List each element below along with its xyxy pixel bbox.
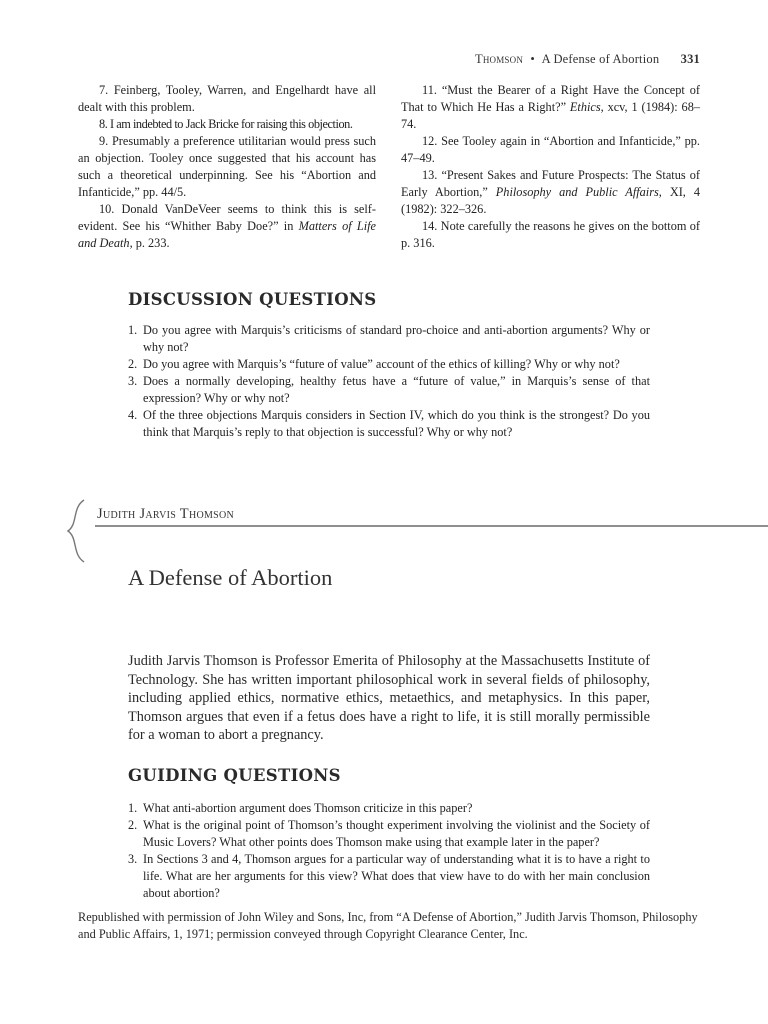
- divider-rule: [95, 525, 768, 527]
- running-head-title: A Defense of Abortion: [541, 52, 660, 66]
- running-head-bullet: •: [530, 52, 535, 66]
- question-text: What is the original point of Thomson’s thought experiment involving the violinist and the Society of Music Lovers? What other points does Thomson make using that example later in the paper?: [143, 818, 650, 849]
- question-text: Do you agree with Marquis’s criticisms of standard pro-choice and anti-abortion arguments? Why or why not?: [143, 323, 650, 354]
- page-number: 331: [680, 52, 700, 66]
- endnote-13: [401, 167, 700, 218]
- discussion-questions-list: [128, 322, 650, 441]
- endnote-11: [401, 82, 700, 133]
- question-number: 3.: [128, 374, 138, 388]
- author-introduction: Judith Jarvis Thomson is Professor Emerita of Philosophy at the Massachusetts Institute of Technology. She has written important philosophical work in several fields of philosophy, including applied ethics, normative ethics, metaethics, and metaphysics. In this paper, Thomson argues that even if a fetus does have a right to life, it is still morally permissible for a woman to abort a pregnancy.: [128, 653, 650, 744]
- list-item: [128, 356, 650, 373]
- permission-credit: Republished with permission of John Wiley and Sons, Inc, from “A Defense of Abortion,” Judith Jarvis Thomson, Philosophy and Public Affairs, 1, 1971; permission conveyed through Copyright Clearance Center, Inc.: [78, 910, 698, 941]
- question-number: 2.: [128, 818, 138, 832]
- decorative-brace-icon: [62, 498, 92, 564]
- question-number: 3.: [128, 852, 138, 866]
- question-number: 1.: [128, 801, 138, 815]
- discussion-questions-heading: DISCUSSION QUESTIONS: [128, 290, 377, 309]
- endnote-14: 14. Note carefully the reasons he gives on the bottom of p. 316.: [401, 219, 700, 250]
- question-text: In Sections 3 and 4, Thomson argues for a particular way of understanding what it is to have a right to life. What are her arguments for this view? What does that view have to do with her main conclusion about abortion?: [143, 852, 650, 900]
- endnote-10-end: p. 233.: [132, 236, 170, 250]
- endnotes-right-column: [401, 82, 700, 252]
- endnote-13-text: 13. “Present Sakes and Future Prospects: The Status of Early Abortion,”: [401, 168, 700, 199]
- list-item: [128, 817, 650, 851]
- article-author: Judith Jarvis Thomson: [97, 506, 235, 522]
- endnote-7: 7. Feinberg, Tooley, Warren, and Engelhardt have all dealt with this problem.: [78, 83, 376, 114]
- endnote-11-italic: Ethics,: [569, 100, 604, 114]
- question-text: Do you agree with Marquis’s “future of value” account of the ethics of killing? Why or why not?: [143, 357, 620, 371]
- endnote-11-text: 11. “Must the Bearer of a Right Have the Concept of That to Which He Has a Right?”: [401, 83, 700, 114]
- question-text: Of the three objections Marquis considers in Section IV, which do you think is the strongest? Do you think that Marquis’s reply to that objection is successful? Why or why not?: [143, 408, 650, 439]
- guiding-questions-list: [128, 800, 650, 902]
- list-item: [128, 407, 650, 441]
- list-item: [128, 800, 650, 817]
- question-number: 1.: [128, 323, 138, 337]
- list-item: [128, 373, 650, 407]
- endnote-9: 9. Presumably a preference utilitarian would press such an objection. Tooley once suggested that his account has such a theoretical underpinning. See his “Abortion and Infanticide,” pp. 44/5.: [78, 134, 376, 199]
- endnote-13-end: XI, 4 (1982): 322–326.: [401, 185, 700, 216]
- endnote-11-end: xcv, 1 (1984): 68–74.: [401, 100, 700, 131]
- running-head: [475, 52, 700, 67]
- question-text: Does a normally developing, healthy fetus have a “future of value,” in Marquis’s sense of that expression? Why or why not?: [143, 374, 650, 405]
- endnote-8: 8. I am indebted to Jack Bricke for raising this objection.: [99, 117, 353, 131]
- endnote-10: [78, 201, 376, 252]
- endnote-13-italic: Philosophy and Public Affairs,: [495, 185, 662, 199]
- running-head-author: Thomson: [474, 52, 524, 66]
- endnote-10-italic: Matters of Life and Death,: [78, 219, 376, 250]
- list-item: [128, 322, 650, 356]
- endnotes-left-column: [78, 82, 376, 252]
- endnote-10-text: 10. Donald VanDeVeer seems to think this is self-evident. See his “Whither Baby Doe?” in: [78, 202, 376, 233]
- list-item: [128, 851, 650, 902]
- guiding-questions-heading: GUIDING QUESTIONS: [128, 766, 341, 785]
- question-number: 4.: [128, 408, 138, 422]
- question-text: What anti-abortion argument does Thomson criticize in this paper?: [143, 801, 473, 815]
- question-number: 2.: [128, 357, 138, 371]
- endnote-12: 12. See Tooley again in “Abortion and Infanticide,” pp. 47–49.: [401, 134, 700, 165]
- article-title: A Defense of Abortion: [128, 565, 333, 590]
